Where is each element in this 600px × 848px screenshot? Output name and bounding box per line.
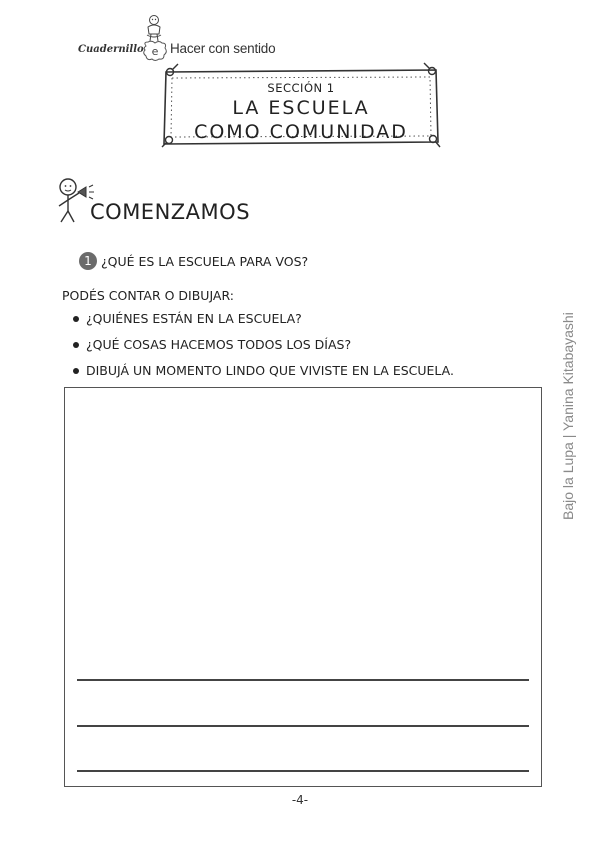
instructions-intro: PODÉS CONTAR O DIBUJAR: [62,288,234,303]
list-item: ¿QUIÉNES ESTÁN EN LA ESCUELA? [62,306,454,332]
svg-text:e: e [151,45,159,58]
brand-small-text: Cuadernillo [78,44,144,55]
author-credit: Bajo la Lupa | Yanina Kitabayashi [560,312,576,520]
section-title-line1: LA ESCUELA [232,97,370,119]
question-number-badge: 1 [79,252,97,270]
list-item: ¿QUÉ COSAS HACEMOS TODOS LOS DÍAS? [62,332,454,358]
section-sign [160,62,442,148]
mascot-icon [143,14,165,42]
brand-e-icon [142,40,168,62]
question-text: ¿QUÉ ES LA ESCUELA PARA VOS? [101,254,309,269]
brand-title-text: Hacer con sentido [170,41,276,56]
writing-line[interactable] [77,770,529,772]
comenzamos-heading: COMENZAMOS [90,200,251,224]
list-item: DIBUJÁ UN MOMENTO LINDO QUE VIVISTE EN LA ESCUELA. [62,358,454,384]
section-title-line2: COMO COMUNIDAD [194,121,408,143]
writing-line[interactable] [77,679,529,681]
page-number: -4- [291,793,309,807]
section-label: SECCIÓN 1 [267,81,335,95]
section-title [160,96,442,144]
drawing-area[interactable] [64,387,542,787]
instructions-list [62,306,454,384]
writing-line[interactable] [77,725,529,727]
brand-header [78,14,278,60]
